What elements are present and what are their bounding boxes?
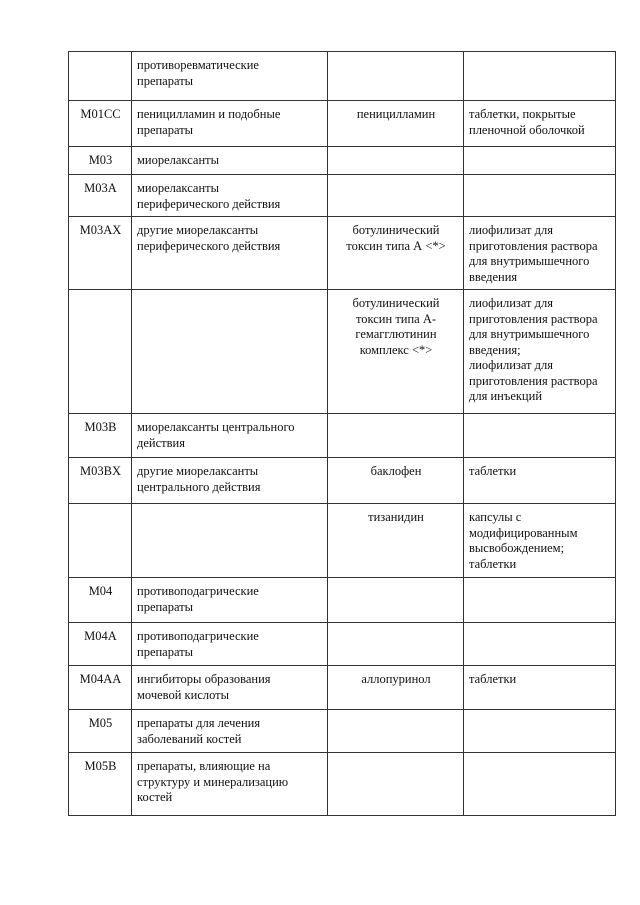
table-row [69, 578, 616, 623]
drug-name-cell: аллопуринол [328, 666, 464, 710]
drug-name-cell [328, 175, 464, 217]
atc-code-cell: M05 [69, 710, 132, 753]
atc-code-cell: M04A [69, 623, 132, 666]
dosage-form-cell: таблетки [464, 666, 616, 710]
atc-code-cell: M03AX [69, 217, 132, 290]
group-name-cell: другие миорелаксанты периферического действия [132, 217, 328, 290]
drug-name-cell [328, 52, 464, 101]
table-row [69, 147, 616, 175]
drug-name-cell: ботулинический токсин типа А <*> [328, 217, 464, 290]
group-name-cell: препараты для лечения заболеваний костей [132, 710, 328, 753]
drug-name-cell [328, 623, 464, 666]
drug-name-cell [328, 414, 464, 458]
group-name-cell: миорелаксанты периферического действия [132, 175, 328, 217]
atc-code-cell: M01CC [69, 101, 132, 147]
atc-code-cell: M04AA [69, 666, 132, 710]
table-row [69, 101, 616, 147]
drug-name-cell [328, 753, 464, 816]
drug-name-cell [328, 710, 464, 753]
atc-code-cell [69, 52, 132, 101]
dosage-form-cell [464, 710, 616, 753]
group-name-cell: ингибиторы образования мочевой кислоты [132, 666, 328, 710]
group-name-cell: другие миорелаксанты центрального действия [132, 458, 328, 504]
group-name-cell: противоподагрические препараты [132, 623, 328, 666]
table-row [69, 753, 616, 816]
atc-code-cell [69, 504, 132, 578]
dosage-form-cell [464, 753, 616, 816]
dosage-form-cell [464, 578, 616, 623]
table-row [69, 52, 616, 101]
atc-code-cell [69, 290, 132, 414]
group-name-cell: препараты, влияющие на структуру и минерализацию костей [132, 753, 328, 816]
table-row [69, 290, 616, 414]
drug-table [68, 51, 616, 816]
dosage-form-cell: капсулы с модифицированным высвобождением; таблетки [464, 504, 616, 578]
dosage-form-cell: лиофилизат для приготовления раствора для внутримышечного введения; лиофилизат для приготовления раствора для инъекций [464, 290, 616, 414]
dosage-form-cell: лиофилизат для приготовления раствора для внутримышечного введения [464, 217, 616, 290]
atc-code-cell: M03 [69, 147, 132, 175]
table-row [69, 623, 616, 666]
dosage-form-cell [464, 623, 616, 666]
table-row [69, 414, 616, 458]
drug-name-cell [328, 578, 464, 623]
dosage-form-cell [464, 175, 616, 217]
table-row [69, 458, 616, 504]
dosage-form-cell [464, 414, 616, 458]
table-row [69, 504, 616, 578]
drug-name-cell: баклофен [328, 458, 464, 504]
dosage-form-cell: таблетки, покрытые пленочной оболочкой [464, 101, 616, 147]
group-name-cell: противоподагрические препараты [132, 578, 328, 623]
table-row [69, 217, 616, 290]
table-row [69, 175, 616, 217]
group-name-cell: противоревматические препараты [132, 52, 328, 101]
dosage-form-cell: таблетки [464, 458, 616, 504]
group-name-cell: пеницилламин и подобные препараты [132, 101, 328, 147]
group-name-cell: миорелаксанты [132, 147, 328, 175]
dosage-form-cell [464, 147, 616, 175]
drug-name-cell: пеницилламин [328, 101, 464, 147]
atc-code-cell: M04 [69, 578, 132, 623]
drug-name-cell: ботулинический токсин типа А- гемагглютинин комплекс <*> [328, 290, 464, 414]
group-name-cell [132, 504, 328, 578]
table-row [69, 666, 616, 710]
drug-name-cell [328, 147, 464, 175]
dosage-form-cell [464, 52, 616, 101]
atc-code-cell: M03BX [69, 458, 132, 504]
atc-code-cell: M03A [69, 175, 132, 217]
table-row [69, 710, 616, 753]
atc-code-cell: M03B [69, 414, 132, 458]
drug-name-cell: тизанидин [328, 504, 464, 578]
group-name-cell [132, 290, 328, 414]
group-name-cell: миорелаксанты центрального действия [132, 414, 328, 458]
atc-code-cell: M05B [69, 753, 132, 816]
